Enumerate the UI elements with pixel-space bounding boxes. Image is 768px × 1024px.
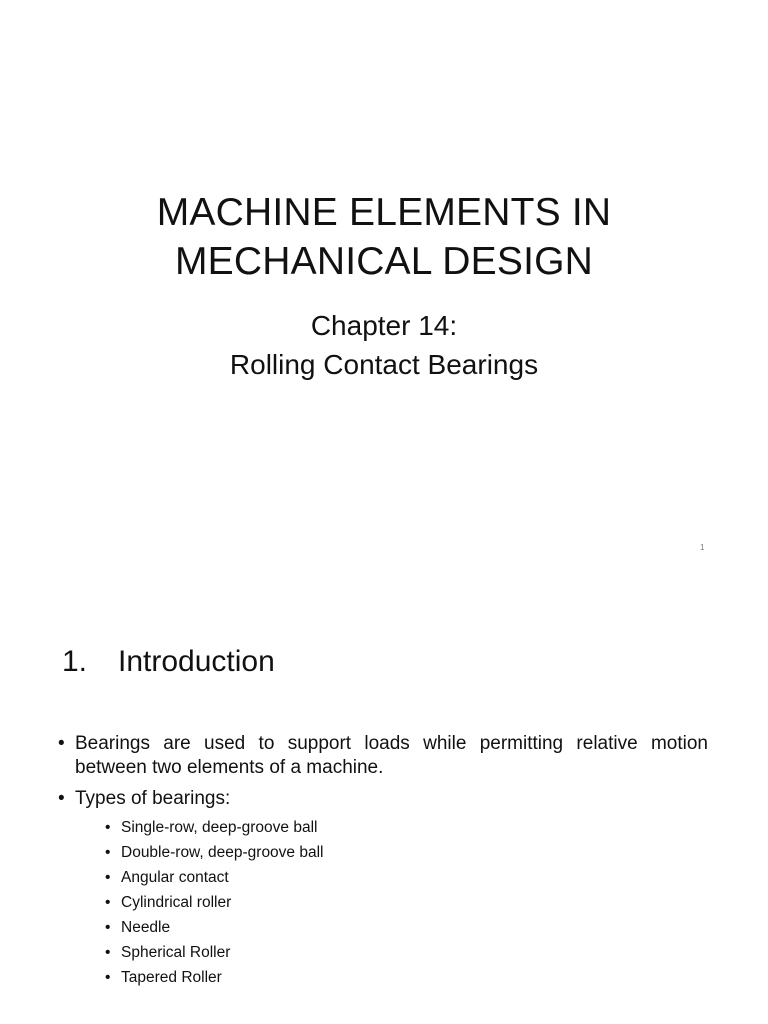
list-item: • Angular contact	[105, 865, 708, 890]
section-number: 1.	[62, 645, 88, 678]
list-item: • Spherical Roller	[105, 940, 708, 965]
list-item: • Needle	[105, 915, 708, 940]
page-number: 1	[700, 543, 705, 552]
section-title: Introduction	[118, 645, 275, 678]
list-item: • Tapered Roller	[105, 965, 708, 990]
bullet-text: Types of bearings:	[75, 788, 231, 809]
title-line-2: MECHANICAL DESIGN	[174, 240, 594, 283]
section-heading	[62, 642, 275, 682]
bullet-list	[58, 732, 708, 997]
bearing-types-list	[105, 815, 708, 990]
bullet-item	[58, 787, 708, 990]
slide-title	[0, 188, 768, 286]
list-item: • Double-row, deep-groove ball	[105, 840, 708, 865]
introduction-slide	[0, 580, 768, 1024]
title-line-1: MACHINE ELEMENTS IN	[156, 191, 612, 234]
subtitle-line-1: Chapter 14:	[310, 310, 458, 341]
subtitle-line-2: Rolling Contact Bearings	[229, 349, 539, 380]
bullet-item: • Bearings are used to support loads while permitting relative motion between two elements of a machine.	[58, 732, 708, 780]
list-item: • Cylindrical roller	[105, 890, 708, 915]
slide-subtitle	[0, 306, 768, 384]
list-item: • Single-row, deep-groove ball	[105, 815, 708, 840]
